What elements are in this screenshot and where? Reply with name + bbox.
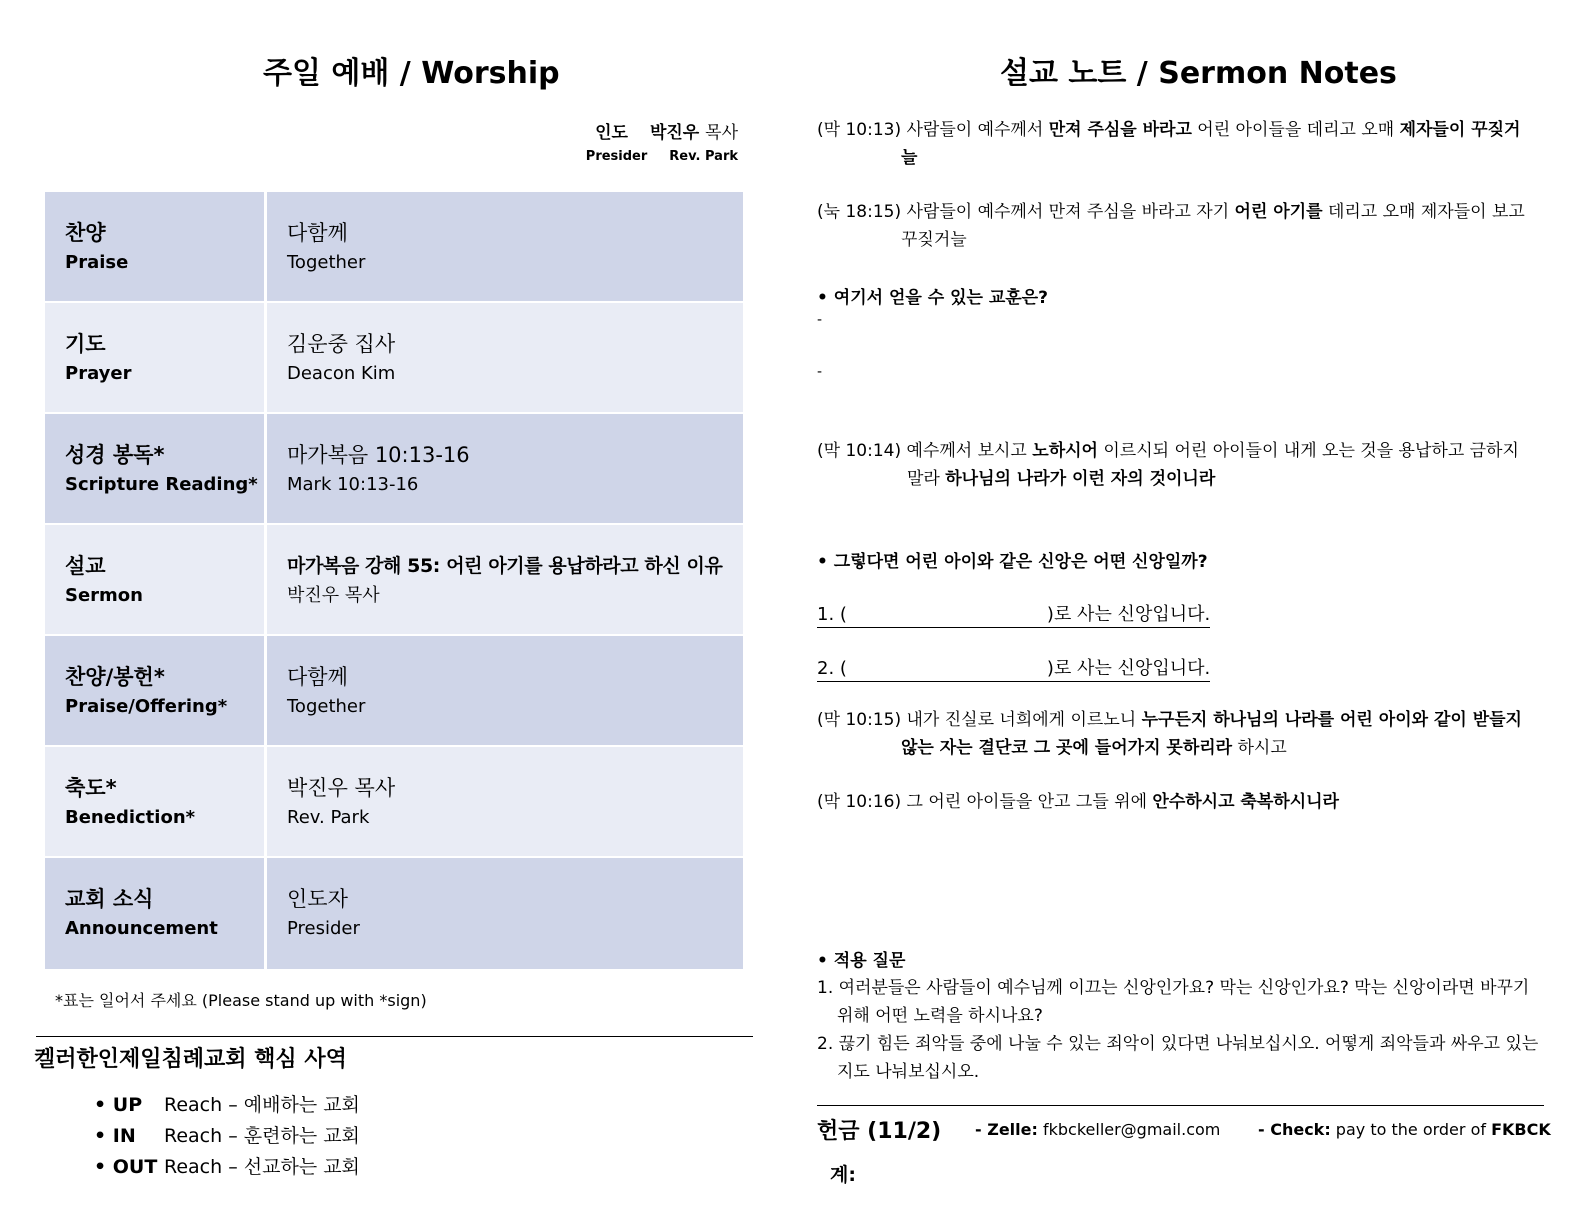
service-row-sermon [45, 525, 743, 636]
question-childlike-faith: • 그렇다면 어린 아이와 같은 신앙은 어떤 신앙일까? [817, 552, 1208, 572]
ministry-code: • IN [94, 1121, 164, 1152]
verse-mk-10-14 [817, 437, 1542, 493]
presider-label-ko: 인도 [595, 123, 628, 143]
service-label-ko: 성경 봉독* [65, 443, 165, 467]
verse-mk-10-13 [817, 116, 1542, 172]
service-value-ko: 김운중 집사 [287, 332, 396, 356]
verse-mk-10-16 [817, 788, 1542, 816]
ministry-code: • UP [94, 1090, 164, 1121]
application-title: • 적용 질문 [817, 951, 906, 971]
application-questions [817, 974, 1542, 1086]
application-question: 2. 끊기 힘든 죄악들 중에 나눌 수 있는 죄악이 있다면 나눠보십시오. 어떻게 죄악들과 싸우고 있는지도 나눠보십시오. [817, 1034, 1539, 1082]
service-row-prayer [45, 303, 743, 414]
ministry-text: Reach – 선교하는 교회 [164, 1156, 360, 1178]
verse-text: 그 어린 아이들을 안고 그들 위에 [901, 792, 1153, 812]
service-row-scripture [45, 414, 743, 525]
offering-total-label: 계: [830, 1164, 856, 1186]
service-label-ko: 기도 [65, 332, 106, 356]
verse-ref: (막 10:14) [817, 441, 902, 461]
verse-emphasis: 노하시어 [1032, 441, 1098, 461]
service-label-ko: 찬양 [65, 221, 106, 245]
service-value-en: 박진우 목사 [287, 585, 380, 606]
fill-in-blank-1[interactable] [817, 600, 1210, 628]
blank-prefix: 1. ( [817, 604, 847, 625]
answer-dash: - [817, 364, 823, 380]
presider-name-en: Rev. Park [669, 149, 738, 164]
service-value-en: Mark 10:13-16 [287, 474, 419, 495]
service-label-en: Praise [65, 252, 129, 273]
service-value-ko: 다함께 [287, 221, 348, 245]
divider [36, 1036, 753, 1037]
answer-dash: - [817, 312, 823, 328]
verse-text: 내가 진실로 너희에게 이르노니 [901, 710, 1142, 730]
service-value-ko: 마가복음 10:13-16 [287, 443, 470, 467]
question-lesson: • 여기서 얻을 수 있는 교훈은? [817, 288, 1048, 308]
service-value-en: Rev. Park [287, 807, 370, 828]
service-value-en: Together [287, 252, 366, 273]
check-payee: FKBCK [1491, 1120, 1551, 1139]
offering-title: 헌금 (11/2) [817, 1119, 942, 1144]
verse-lk-18-15 [817, 198, 1542, 254]
order-of-service [45, 192, 743, 969]
presider-block [586, 118, 738, 164]
ministry-item [94, 1090, 360, 1121]
ministry-text: Reach – 예배하는 교회 [164, 1094, 360, 1116]
service-row-offering [45, 636, 743, 747]
zelle-email: fkbckeller@gmail.com [1037, 1120, 1221, 1139]
offering-zelle [975, 1120, 1220, 1139]
ministry-item [94, 1121, 360, 1152]
verse-text: 꾸짖거늘 [901, 230, 967, 250]
verse-text: 이르시되 어린 아이들이 내게 오는 것을 용납하고 금하지 [1097, 441, 1519, 461]
service-value-en: Deacon Kim [287, 363, 396, 384]
service-label-ko: 축도* [65, 776, 117, 800]
verse-ref: (막 10:16) [817, 792, 902, 812]
notes-title: 설교 노트 / Sermon Notes [1000, 56, 1397, 91]
verse-text: 사람들이 예수께서 만져 주심을 바라고 자기 [901, 202, 1235, 222]
verse-emphasis: 만져 주심을 바라고 [1048, 120, 1192, 140]
verse-emphasis: 늘 [901, 148, 918, 168]
zelle-label: - Zelle: [975, 1120, 1038, 1139]
service-label-en: Benediction* [65, 807, 196, 828]
service-value-ko: 다함께 [287, 665, 348, 689]
presider-label-en: Presider [585, 149, 648, 164]
verse-text: 예수께서 보시고 [901, 441, 1033, 461]
verse-text: 어린 아이들을 데리고 오매 [1191, 120, 1400, 140]
service-label-en: Scripture Reading* [65, 474, 258, 495]
application-question: 1. 여러분들은 사람들이 예수님께 이끄는 신앙인가요? 막는 신앙인가요? 막는 신앙이라면 바꾸기 위해 어떤 노력을 하시나요? [817, 978, 1530, 1026]
presider-name-ko: 박진우 [649, 123, 700, 143]
verse-text: 하시고 [1232, 738, 1287, 758]
sermon-title: 마가복음 강해 55: 어린 아기를 용납하라고 하신 이유 [287, 555, 723, 577]
service-label-ko: 교회 소식 [65, 887, 154, 911]
blank-suffix: )로 사는 신앙입니다. [1046, 658, 1211, 679]
verse-emphasis: 누구든지 하나님의 나라를 어린 아이와 같이 받들지 [1141, 710, 1522, 730]
verse-text: 데리고 오매 제자들이 보고 [1322, 202, 1525, 222]
verse-text: 사람들이 예수께서 [901, 120, 1049, 140]
stand-note: *표는 일어서 주세요 (Please stand up with *sign) [55, 991, 427, 1010]
service-label-ko: 찬양/봉헌* [65, 665, 165, 689]
ministry-list [94, 1090, 360, 1183]
verse-mk-10-15 [817, 706, 1542, 762]
verse-emphasis: 안수하시고 축복하시니라 [1152, 792, 1339, 812]
check-text: pay to the order of [1330, 1120, 1492, 1139]
verse-emphasis: 하나님의 나라가 이런 자의 것이니라 [945, 469, 1216, 489]
divider [817, 1105, 1544, 1106]
service-value-en: Together [287, 696, 366, 717]
verse-ref: (눅 18:15) [817, 202, 902, 222]
service-row-praise [45, 192, 743, 303]
offering-check [1258, 1120, 1551, 1139]
ministry-text: Reach – 훈련하는 교회 [164, 1125, 360, 1147]
verse-ref: (막 10:15) [817, 710, 902, 730]
service-label-en: Prayer [65, 363, 132, 384]
service-label-ko: 설교 [65, 554, 106, 578]
service-label-en: Sermon [65, 585, 143, 606]
verse-emphasis: 어린 아기를 [1234, 202, 1323, 222]
service-row-benediction [45, 747, 743, 858]
ministry-title: 켈러한인제일침례교회 핵심 사역 [34, 1047, 347, 1072]
presider-title-ko: 목사 [705, 123, 738, 143]
verse-ref: (막 10:13) [817, 120, 902, 140]
service-value-ko: 인도자 [287, 887, 348, 911]
service-label-en: Announcement [65, 918, 218, 939]
verse-text: 말라 [907, 469, 946, 489]
fill-in-blank-2[interactable] [817, 654, 1210, 682]
service-row-announcement [45, 858, 743, 969]
blank-prefix: 2. ( [817, 658, 847, 679]
verse-emphasis: 제자들이 꾸짖거 [1399, 120, 1521, 140]
ministry-code: • OUT [94, 1152, 164, 1183]
service-value-ko: 박진우 목사 [287, 776, 396, 800]
worship-title: 주일 예배 / Worship [263, 56, 560, 91]
service-label-en: Praise/Offering* [65, 696, 228, 717]
blank-suffix: )로 사는 신앙입니다. [1046, 604, 1211, 625]
ministry-item [94, 1152, 360, 1183]
verse-emphasis: 않는 자는 결단코 그 곳에 들어가지 못하리라 [901, 738, 1233, 758]
check-label: - Check: [1258, 1120, 1331, 1139]
service-value-en: Presider [287, 918, 360, 939]
